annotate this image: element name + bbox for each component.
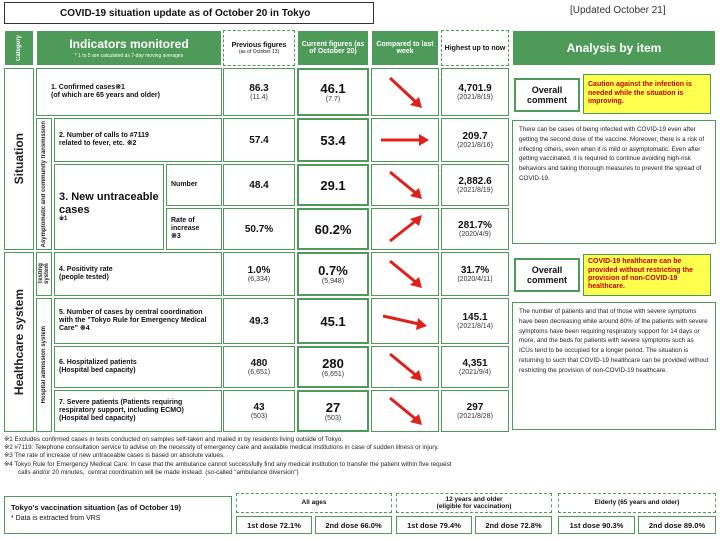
trend-down-arrow-icon [380, 167, 430, 203]
healthcare-analysis-text: The number of patients and that of those with severe symptoms have been decreasing while around 80% of the patients with severe symptoms have been requiring respiratory support for 14 days or more, and the beds for patients with severe symptoms such as ICUs tend to be occupied for a longer period. The situation is returning to such that COVID-19 healthcare can be provided without restricting the provision of non-COVID-19 healthcare. [512, 302, 716, 430]
category-situation: Situation [4, 68, 34, 250]
trend-down-arrow-icon [380, 393, 430, 429]
dose-first-elderly: 1st dose 90.3% [558, 516, 635, 534]
situation-analysis-text: There can be cases of being infected with COVID-19 even after getting the second dose of the vaccine. Moreover, there is a risk of infecting others, even when it is mild or asymptomatic. Even after getting vaccinated, it is required to continue avoiding high-risk behaviors and taking thorough measures to prevent the spread of COVID-19. [512, 120, 716, 244]
trend-down-arrow-icon [380, 349, 430, 385]
indicator-label-positivity: 4. Positivity rate (people tested) [54, 252, 222, 296]
vaccination-group-elderly: Elderly (65 years and older) [558, 493, 716, 513]
updated-date: [Updated October 21] [570, 5, 666, 16]
dose-second-12plus: 2nd dose 72.8% [475, 516, 552, 534]
footnote: calls and/or 20 minutes, central coordination will be made instead. (so-called "ambulance diversion") [4, 468, 299, 476]
previous-value: 1.0% (6,334) [223, 252, 295, 296]
indicator-label-untraceable: 3. New untraceable cases ※1 [54, 164, 164, 250]
indicators-header: Indicators monitored * 1 to 5 are calculated as 7-day moving averages [36, 30, 222, 66]
highest-value: 2,882.6 (2021/8/19) [441, 164, 509, 206]
vaccination-title-box: Tokyo's vaccination situation (as of October 19) * Data is extracted from VRS [4, 496, 232, 534]
trend-cell [371, 208, 439, 250]
current-value: 280 (6,651) [297, 346, 369, 388]
highest-header: Highest up to now [441, 30, 509, 66]
highest-value: 4,701.9 (2021/8/19) [441, 68, 509, 116]
category-header: Category [4, 30, 34, 66]
footnote: ※2 #7119: Telephone consultation service to advise on the necessity of emergency care and available medical institutions in case of sudden illness or injury. [4, 444, 439, 452]
subcategory-testing: Testing system [36, 252, 52, 296]
indicator-label-coordination: 5. Number of cases by central coordination with the "Tokyo Rule for Emergency Medical Care" ※4 [54, 298, 222, 344]
previous-value: 43 (503) [223, 390, 295, 432]
highest-value: 209.7 (2021/8/16) [441, 118, 509, 162]
previous-value: 48.4 [223, 164, 295, 206]
highest-value: 145.1 (2021/8/14) [441, 298, 509, 344]
compared-header: Compared to last week [371, 30, 439, 66]
subcategory-asymptomatic: Asymptomatic and community transmission [36, 118, 52, 250]
current-header: Current figures (as of October 20) [297, 30, 369, 66]
overall-comment-label: Overall comment [514, 78, 580, 112]
previous-value: 50.7% [223, 208, 295, 250]
trend-flat-down-arrow-icon [379, 306, 431, 336]
trend-cell [371, 164, 439, 206]
dose-second-all: 2nd dose 66.0% [315, 516, 392, 534]
trend-cell [371, 118, 439, 162]
overall-comment-label: Overall comment [514, 258, 580, 292]
trend-cell [371, 252, 439, 296]
previous-value: 86.3 (11.4) [223, 68, 295, 116]
indicator-label-confirmed: 1. Confirmed cases※1 (of which are 65 years and older) [36, 68, 222, 116]
dose-second-elderly: 2nd dose 89.0% [638, 516, 716, 534]
previous-header: Previous figures (as of October 13) [223, 30, 295, 66]
indicator-label-hospitalized: 6. Hospitalized patients (Hospital bed capacity) [54, 346, 222, 388]
footnote: ※4 Tokyo Rule for Emergency Medical Care: In case that the ambulance cannot successfully find any medical institution to transfer the patient within five request [4, 460, 452, 468]
previous-value: 57.4 [223, 118, 295, 162]
current-value: 29.1 [297, 164, 369, 206]
current-value: 46.1 (7.7) [297, 68, 369, 116]
highest-value: 4,351 (2021/9/4) [441, 346, 509, 388]
trend-cell [371, 298, 439, 344]
category-healthcare: Healthcare system [4, 252, 34, 432]
vaccination-group-all: All ages [236, 493, 392, 513]
trend-down-arrow-icon [380, 256, 430, 292]
trend-flat-arrow-icon [377, 130, 433, 150]
dose-first-all: 1st dose 72.1% [236, 516, 312, 534]
trend-cell [371, 346, 439, 388]
highest-value: 281.7% (2020/4/9) [441, 208, 509, 250]
footnotes [4, 436, 716, 477]
previous-value: 49.3 [223, 298, 295, 344]
indicator-label-number: Number [166, 164, 222, 206]
trend-down-arrow-icon [380, 72, 430, 112]
trend-cell [371, 68, 439, 116]
analysis-header: Analysis by item [512, 30, 716, 66]
healthcare-comment: COVID-19 healthcare can be provided without restricting the provision of non-COVID-19 healthcare. [583, 254, 711, 296]
situation-comment: Caution against the infection is needed while the situation is improving. [583, 74, 711, 114]
vaccination-group-12plus: 12 years and older (eligible for vaccination) [396, 493, 552, 513]
indicator-label-severe: 7. Severe patients (Patients requiring respiratory support, including ECMO) (Hospital bed capacity) [54, 390, 222, 432]
dose-first-12plus: 1st dose 79.4% [396, 516, 472, 534]
subcategory-hospital: Hospital admission system [36, 298, 52, 432]
current-value: 27 (503) [297, 390, 369, 432]
highest-value: 31.7% (2020/4/11) [441, 252, 509, 296]
footnote: ※3 The rate of increase of new untraceable cases is based on absolute values. [4, 452, 225, 460]
current-value: 60.2% [297, 208, 369, 250]
indicator-label-rate: Rate of increase ※3 [166, 208, 222, 250]
current-value: 45.1 [297, 298, 369, 344]
footnote: ※1 Excludes confirmed cases in tests conducted on samples self-taken and mailed in by residents living outside of Tokyo. [4, 436, 344, 443]
current-value: 0.7% (5,948) [297, 252, 369, 296]
current-value: 53.4 [297, 118, 369, 162]
indicator-label-calls: 2. Number of calls to #7119 related to fever, etc. ※2 [54, 118, 222, 162]
page-title: COVID-19 situation update as of October 20 in Tokyo [4, 2, 374, 24]
trend-up-arrow-icon [380, 211, 430, 247]
trend-cell [371, 390, 439, 432]
previous-value: 480 (6,651) [223, 346, 295, 388]
highest-value: 297 (2021/8/28) [441, 390, 509, 432]
